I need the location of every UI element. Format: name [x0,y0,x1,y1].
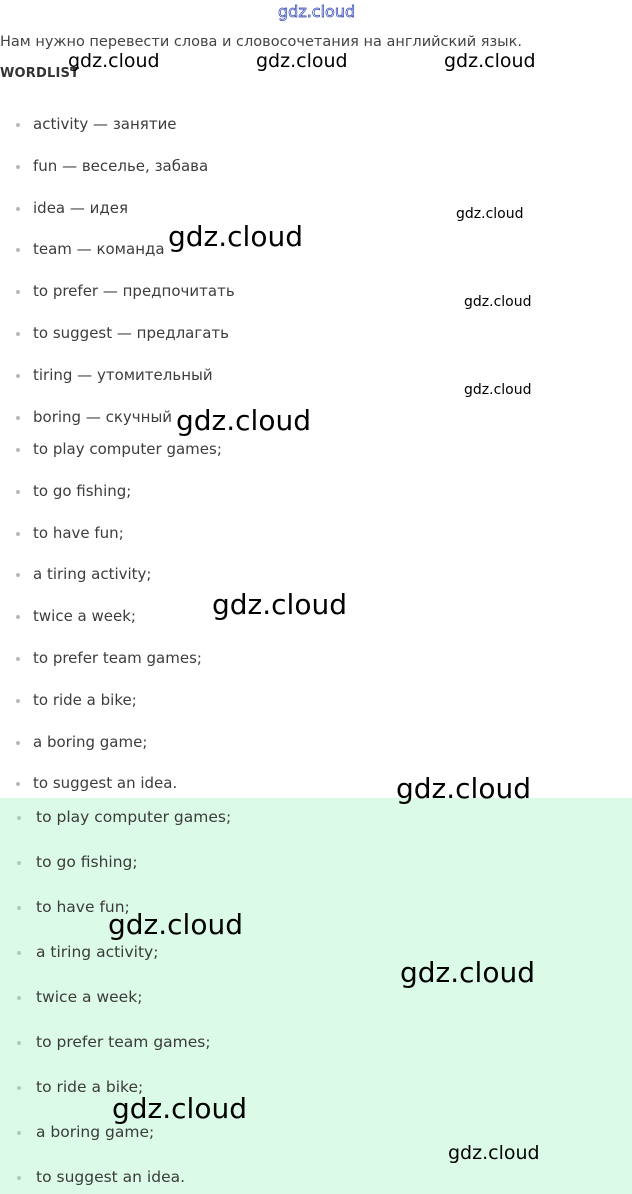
watermark: gdz.cloud [444,50,536,72]
wordlist-item-text: activity — занятие [33,115,177,133]
bullet-icon [16,490,20,494]
bullet-icon [16,290,20,294]
bullet-icon [16,165,20,169]
phrase-item-text: to prefer team games; [33,649,202,667]
answer-item-text: a boring game; [36,1123,155,1141]
bullet-icon [17,1176,21,1180]
watermark: gdz.cloud [400,956,535,989]
phrase-item-text: to play computer games; [33,440,222,458]
answer-item-text: to prefer team games; [36,1033,211,1051]
watermark: gdz.cloud [168,220,303,253]
bullet-icon [17,816,21,820]
watermark: gdz.cloud [68,50,160,72]
wordlist-item-text: boring — скучный [33,407,173,426]
bullet-icon [16,332,20,336]
bullet-icon [16,741,20,745]
phrase-item-text: to ride a bike; [33,690,137,709]
watermark: gdz.cloud [396,772,531,805]
bullet-icon [17,1086,21,1090]
bullet-icon [16,699,20,703]
wordlist-item-text: idea — идея [33,198,129,217]
bullet-icon [17,951,21,955]
task-intro: Нам нужно перевести слова и словосочетания на английский язык. [0,34,522,50]
phrase-item-text: a tiring activity; [33,565,152,584]
watermark: gdz.cloud [176,404,311,437]
wordlist-item-text: team — команда [33,240,165,259]
bullet-icon [17,906,21,910]
answer-item-text: to suggest an idea. [36,1168,186,1186]
phrase-item-text: a boring game; [33,732,148,751]
answer-item-text: to play computer games; [36,808,232,826]
wordlist-item-text: tiring — утомительный [33,365,213,384]
answer-item-text: a tiring activity; [36,943,159,961]
answer-item-text: to ride a bike; [36,1078,144,1096]
bullet-icon [16,615,20,619]
site-logo[interactable]: gdz.cloud [278,2,356,21]
watermark: gdz.cloud [108,908,243,941]
bullet-icon [16,374,20,378]
wordlist-heading: WORDLIST [0,66,80,81]
bullet-icon [16,416,20,420]
bullet-icon [16,448,20,452]
watermark: gdz.cloud [212,588,347,621]
bullet-icon [16,207,20,211]
bullet-icon [17,861,21,865]
bullet-icon [16,782,20,786]
phrase-item-text: to go fishing; [33,481,132,500]
bullet-icon [17,1041,21,1045]
watermark: gdz.cloud [256,50,348,72]
answer-item-text: twice a week; [36,988,143,1006]
bullet-icon [16,532,20,536]
answer-panel [0,798,632,1194]
watermark: gdz.cloud [448,1142,540,1164]
bullet-icon [16,248,20,252]
bullet-icon [17,1131,21,1135]
phrase-item-text: twice a week; [33,607,136,626]
wordlist-item-text: to prefer — предпочитать [33,282,235,301]
answer-item-text: to have fun; [36,898,130,916]
phrase-item-text: to have fun; [33,523,124,542]
phrase-item-text: to suggest an idea. [33,774,178,793]
bullet-icon [16,573,20,577]
bullet-icon [17,996,21,1000]
watermark: gdz.cloud [464,294,532,310]
answer-item-text: to go fishing; [36,853,138,871]
watermark: gdz.cloud [456,206,524,222]
watermark: gdz.cloud [464,382,532,398]
watermark: gdz.cloud [112,1092,247,1125]
wordlist-item-text: to suggest — предлагать [33,324,230,342]
bullet-icon [16,123,20,127]
bullet-icon [16,657,20,661]
wordlist-item-text: fun — веселье, забава [33,156,209,175]
